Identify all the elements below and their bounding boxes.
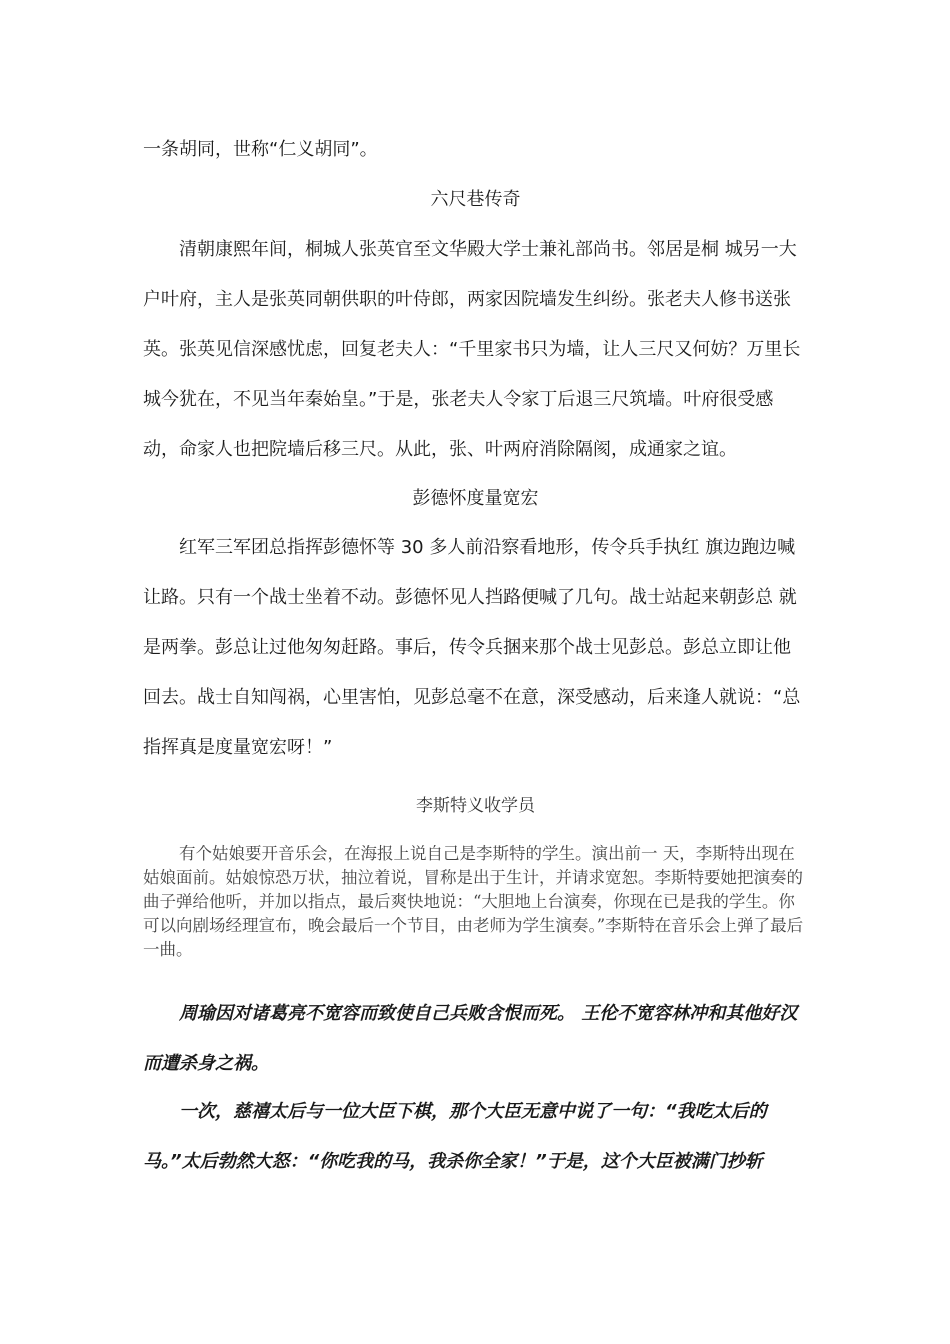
- section-body-pengdehuai: 红军三军团总指挥彭德怀等 30 多人前沿察看地形，传令兵手执红 旗边跑边喊让路。只有一个战士坐着不动。彭德怀见人挡路便喊了几句。战士站起来朝彭总 就是两拳。彭总让过他匆匆赶路。事后，传令兵捆来那个战士见彭总。彭总立即让他回去。战士自知闯祸，心里害怕，见彭总毫不在意，深受感动，后来逢人就说：“总指挥真是度量宽宏呀！”: [143, 537, 801, 758]
- section-title-liuchixiang: 六尺巷传奇: [430, 189, 521, 210]
- section-body-liszt: 有个姑娘要开音乐会，在海报上说自己是李斯特的学生。演出前一 天，李斯特出现在姑娘面前。姑娘惊恐万状，抽泣着说，冒称是出于生计，并请求宽恕。李斯特要她把演奏的曲子弹给他听，并加以指点，最后爽快地说：“大胆地上台演奏，你现在已是我的学生。你可以向剧场经理宣布，晚会最后一个节目，由老师为学生演奏。”李斯特在音乐会上弹了最后一曲。: [143, 844, 804, 959]
- bold-paragraph-cixi: 一次，慈禧太后与一位大臣下棋，那个大臣无意中说了一句：“我吃太后的马。”太后勃然大怒：“你吃我的马，我杀你全家！”于是，这个大臣被满门抄斩: [143, 1101, 767, 1172]
- section-body-liuchixiang: 清朝康熙年间，桐城人张英官至文华殿大学士兼礼部尚书。邻居是桐 城另一大户叶府，主人是张英同朝供职的叶侍郎，两家因院墙发生纠纷。张老夫人修书送张英。张英见信深感忧虑，回复老夫人：“千里家书只为墙，让人三尺又何妨？万里长城今犹在，不见当年秦始皇。”于是，张老夫人令家丁后退三尺筑墙。叶府很受感动，命家人也把院墙后移三尺。从此，张、叶两府消除隔阂，成通家之谊。: [143, 239, 801, 460]
- bold-paragraph-zhouyu: 周瑜因对诸葛亮不宽容而致使自己兵败含恨而死。 王伦不宽容林冲和其他好汉而遭杀身之祸。: [143, 1003, 798, 1074]
- section-title-liszt: 李斯特义收学员: [416, 796, 535, 816]
- section-title-pengdehuai: 彭德怀度量宽宏: [412, 488, 539, 509]
- intro-line: 一条胡同，世称“仁义胡同”。: [143, 139, 378, 160]
